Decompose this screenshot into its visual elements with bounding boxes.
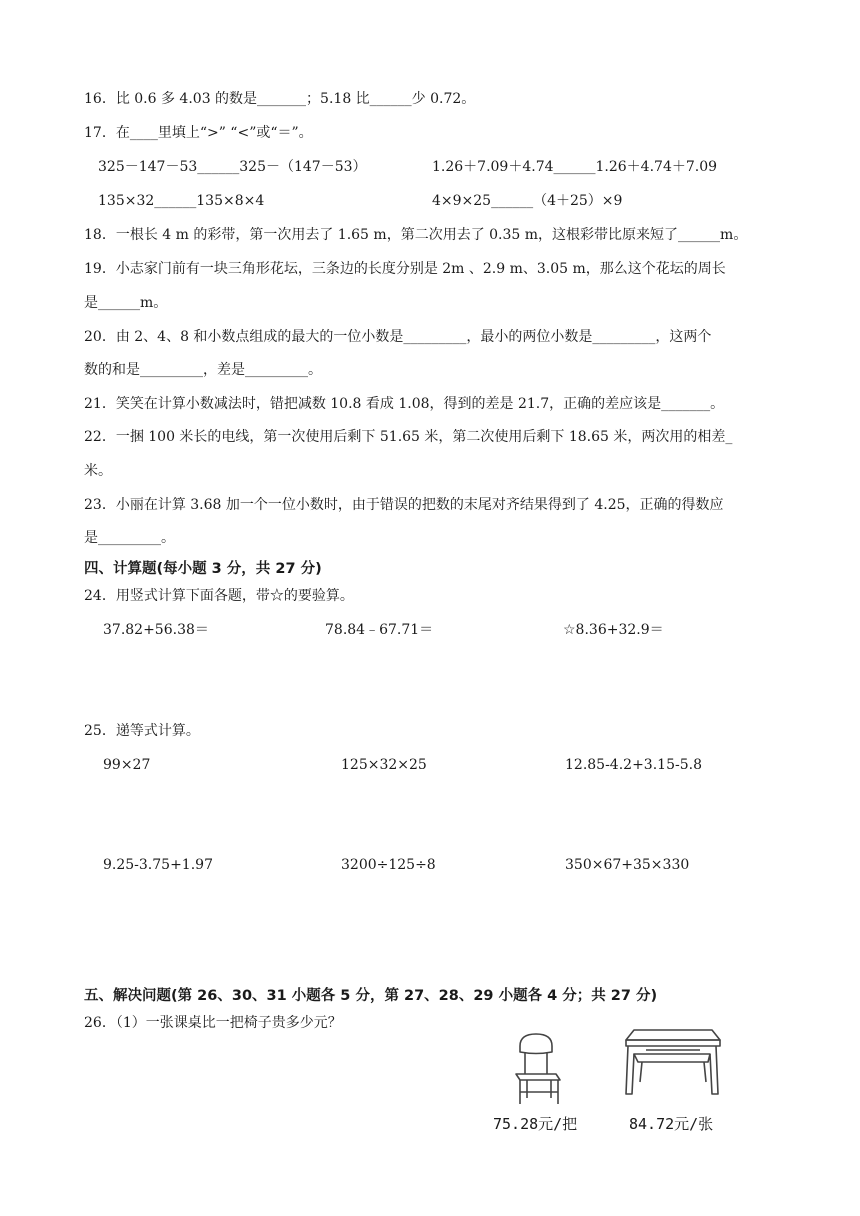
question-25-item-3: 12.85-4.2+3.15-5.8 [565, 757, 702, 773]
question-17-item-4: 4×9×25______（4＋25）×9 [432, 193, 623, 209]
question-25-stem: 25．递等式计算。 [84, 723, 200, 739]
question-19-line-2: 是______m。 [84, 295, 168, 311]
question-25-item-5: 3200÷125÷8 [341, 857, 436, 873]
question-24-stem: 24．用竖式计算下面各题，带☆的要验算。 [84, 588, 354, 604]
question-17-item-1: 325－147－53______325－（147－53） [98, 159, 367, 175]
question-17-item-2: 1.26＋7.09＋4.74______1.26＋4.74＋7.09 [432, 159, 718, 175]
question-25-item-6: 350×67+35×330 [565, 857, 690, 873]
question-25-item-1: 99×27 [103, 757, 151, 773]
section-5-heading: 五、解决问题(第 26、30、31 小题各 5 分，第 27、28、29 小题各 4 分；共 27 分) [84, 988, 658, 1004]
question-24-item-1: 37.82+56.38＝ [103, 622, 209, 638]
desk-price: 84.72元/张 [629, 1115, 714, 1133]
question-23-line-1: 23．小丽在计算 3.68 加一个一位小数时，由于错误的把数的末尾对齐结果得到了 4.25，正确的得数应 [84, 497, 724, 513]
question-25-item-2: 125×32×25 [341, 757, 427, 773]
question-26-stem: 26．（1）一张课桌比一把椅子贵多少元？ [84, 1015, 342, 1031]
question-17-item-3: 135×32______135×8×4 [98, 193, 265, 209]
question-19-line-1: 19．小志家门前有一块三角形花坛，三条边的长度分别是 2m 、2.9 m、3.05 m，那么这个花坛的周长 [84, 261, 726, 277]
question-16: 16．比 0.6 多 4.03 的数是_______；5.18 比______少 0.72。 [84, 91, 476, 107]
question-18: 18．一根长 4 m 的彩带，第一次用去了 1.65 m，第二次用去了 0.35 m，这根彩带比原来短了______m。 [84, 227, 748, 243]
question-20-line-2: 数的和是_________，差是_________。 [84, 362, 322, 378]
chair-price: 75.28元/把 [493, 1115, 578, 1133]
chair-image [505, 1030, 567, 1110]
question-17-stem: 17．在____里填上“>” “<”或“＝”。 [84, 125, 313, 141]
question-22-line-2: 米。 [84, 463, 112, 479]
question-22-line-1: 22．一捆 100 米长的电线，第一次使用后剩下 51.65 米，第二次使用后剩下 18.65 米，两次用的相差_ [84, 429, 733, 445]
question-23-line-2: 是_________。 [84, 530, 175, 546]
question-25-item-4: 9.25-3.75+1.97 [103, 857, 213, 873]
desk-image [612, 1024, 724, 1108]
question-24-item-3: ☆8.36+32.9＝ [563, 622, 664, 638]
section-4-heading: 四、计算题(每小题 3 分，共 27 分) [84, 561, 322, 577]
question-24-item-2: 78.84﹣67.71＝ [325, 622, 434, 638]
question-20-line-1: 20．由 2、4、8 和小数点组成的最大的一位小数是_________，最小的两位小数是_________，这两个 [84, 329, 712, 345]
question-21: 21．笑笑在计算小数减法时，错把减数 10.8 看成 1.08，得到的差是 21.7，正确的差应该是_______。 [84, 396, 725, 412]
